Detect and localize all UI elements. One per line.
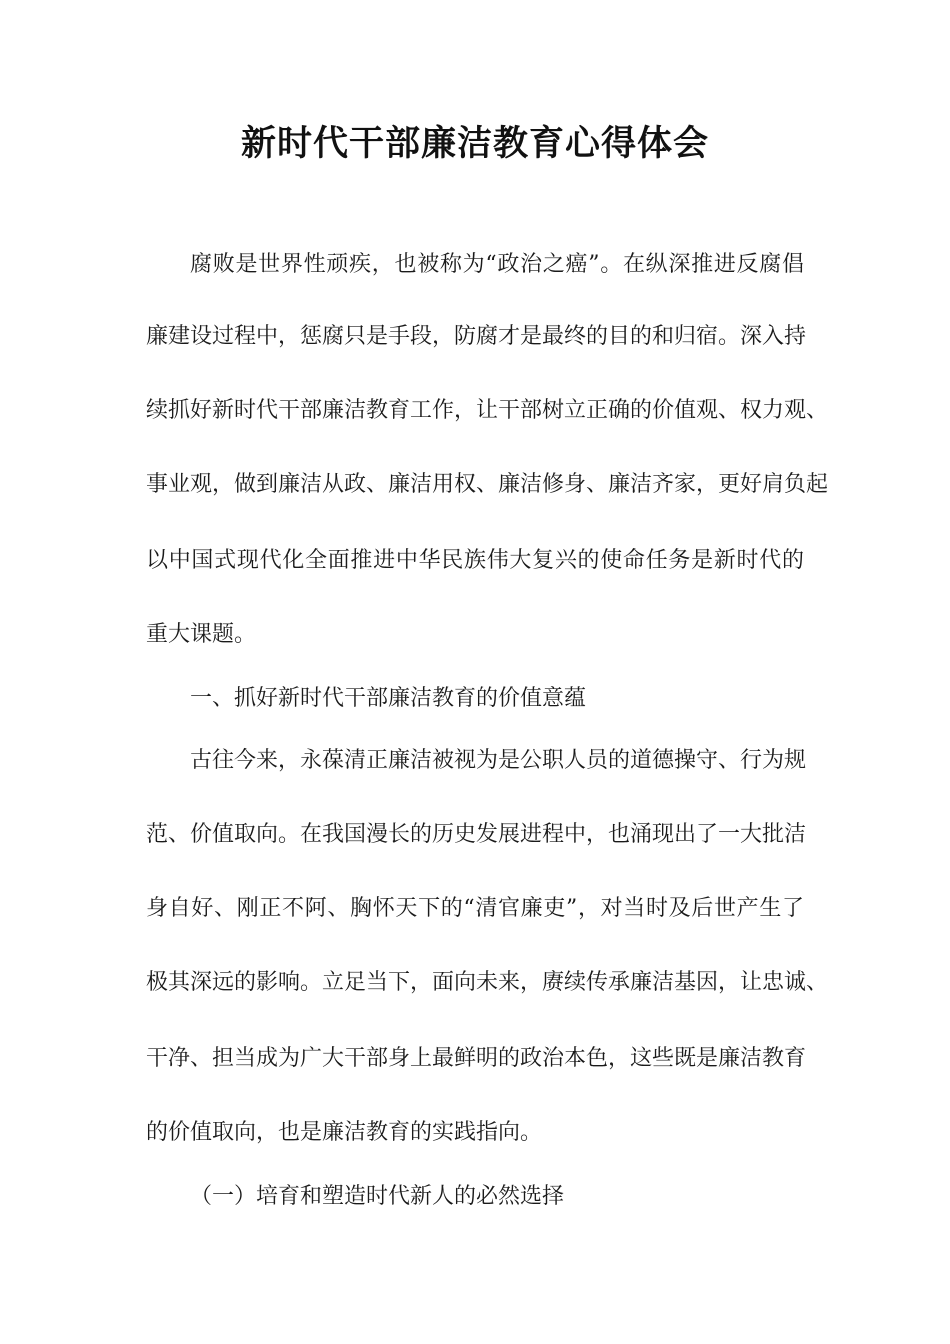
paragraph-1-line-6: 重大课题。: [146, 622, 257, 647]
paragraph-1-line-1: 腐败是世界性顽疾，也被称为“政治之癌”。在纵深推进反腐倡: [190, 252, 804, 277]
paragraph-2-line-6: 的价值取向，也是廉洁教育的实践指向。: [146, 1120, 543, 1145]
paragraph-1-line-2: 廉建设过程中，惩腐只是手段，防腐才是最终的目的和归宿。深入持: [146, 324, 807, 349]
paragraph-1-line-4: 事业观，做到廉洁从政、廉洁用权、廉洁修身、廉洁齐家，更好肩负起: [146, 472, 829, 497]
section-heading-1: 一、抓好新时代干部廉洁教育的价值意蕴: [190, 686, 587, 711]
paragraph-2-line-5: 干净、担当成为广大干部身上最鲜明的政治本色，这些既是廉洁教育: [146, 1046, 807, 1071]
paragraph-2-line-3: 身自好、刚正不阿、胸怀天下的“清官廉吏”，对当时及后世产生了: [146, 896, 804, 921]
paragraph-1-line-5: 以中国式现代化全面推进中华民族伟大复兴的使命任务是新时代的: [146, 548, 804, 573]
paragraph-2-line-2: 范、价值取向。在我国漫长的历史发展进程中，也涌现出了一大批洁: [146, 822, 807, 847]
subsection-heading-1: （一）培育和塑造时代新人的必然选择: [190, 1184, 565, 1209]
paragraph-2-line-1: 古往今来，永葆清正廉洁被视为是公职人员的道德操守、行为规: [190, 748, 807, 773]
paragraph-2-line-4: 极其深远的影响。立足当下，面向未来，赓续传承廉洁基因，让忠诚、: [146, 970, 829, 995]
document-title: 新时代干部廉洁教育心得体会: [240, 124, 709, 164]
paragraph-1-line-3: 续抓好新时代干部廉洁教育工作，让干部树立正确的价值观、权力观、: [146, 398, 829, 423]
